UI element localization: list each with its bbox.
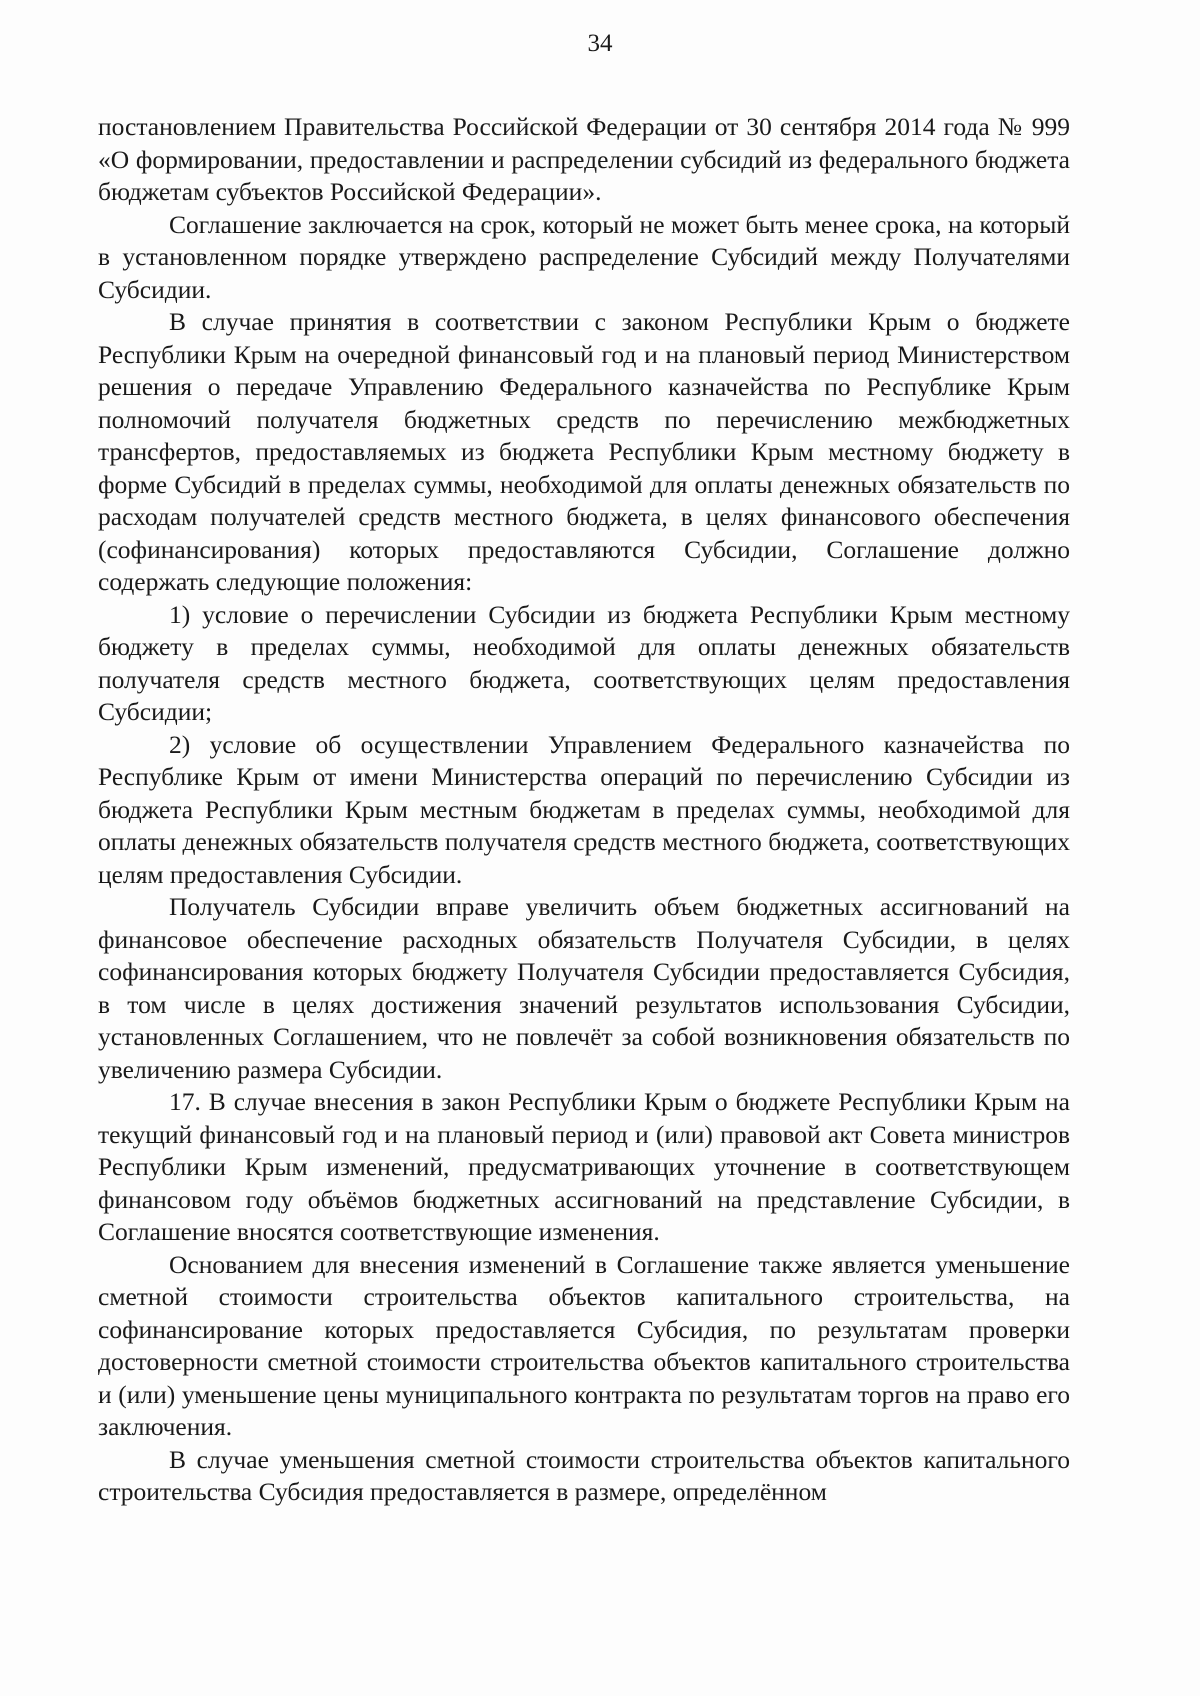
paragraph: Получатель Субсидии вправе увеличить объем бюджетных ассигнований на финансовое обеспечение расходных обязательств Получателя Субсидии, в целях софинансирования которых бюджету Получателя Субсидии предоставляется Субсидия, в том числе в целях достижения значений результатов использования Субсидии, установленных Соглашением, что не повлечёт за собой возникновения обязательств по увеличению размера Субсидии. <box>98 892 1070 1084</box>
document-body <box>98 111 1070 1509</box>
paragraph: постановлением Правительства Российской Федерации от 30 сентября 2014 года № 999 «О формировании, предоставлении и распределении субсидий из федерального бюджета бюджетам субъектов Российской Федерации». <box>98 112 1070 206</box>
paragraph: 17. В случае внесения в закон Республики Крым о бюджете Республики Крым на текущий финансовый год и на плановый период и (или) правовой акт Совета министров Республики Крым изменений, предусматривающих уточнение в соответствующем финансовом году объёмов бюджетных ассигнований на представление Субсидии, в Соглашение вносятся соответствующие изменения. <box>98 1087 1070 1246</box>
list-item: 2) условие об осуществлении Управлением Федерального казначейства по Республике Крым от имени Министерства операций по перечислению Субсидии из бюджета Республики Крым местным бюджетам в пределах суммы, необходимой для оплаты денежных обязательств получателя средств местного бюджета, соответствующих целям предоставления Субсидии. <box>98 729 1070 889</box>
paragraph: В случае уменьшения сметной стоимости строительства объектов капитального строительства Субсидия предоставляется в размере, определённом <box>98 1444 1070 1506</box>
list-item: 1) условие о перечислении Субсидии из бюджета Республики Крым местному бюджету в пределах суммы, необходимой для оплаты денежных обязательств получателя средств местного бюджета, соответствующих целям предоставления Субсидии; <box>98 599 1070 726</box>
paragraph: Основанием для внесения изменений в Соглашение также является уменьшение сметной стоимости строительства объектов капитального строительства, на софинансирование которых предоставляется Субсидия, по результатам проверки достоверности сметной стоимости строительства объектов капитального строительства и (или) уменьшение цены муниципального контракта по результатам торгов на право его заключения. <box>98 1249 1070 1441</box>
paragraph: В случае принятия в соответствии с законом Республики Крым о бюджете Республики Крым на очередной финансовый год и на плановый период Министерством решения о передаче Управлению Федерального казначейства по Республике Крым полномочий получателя бюджетных средств по перечислению межбюджетных трансфертов, предоставляемых из бюджета Республики Крым местному бюджету в форме Субсидий в пределах суммы, необходимой для оплаты денежных обязательств по расходам получателей средств местного бюджета, в целях финансового обеспечения (софинансирования) которых предоставляются Субсидии, Соглашение должно содержать следующие положения: <box>98 307 1070 596</box>
paragraph: Соглашение заключается на срок, который не может быть менее срока, на который в установленном порядке утверждено распределение Субсидий между Получателями Субсидии. <box>98 209 1070 304</box>
page-number: 34 <box>587 30 613 57</box>
